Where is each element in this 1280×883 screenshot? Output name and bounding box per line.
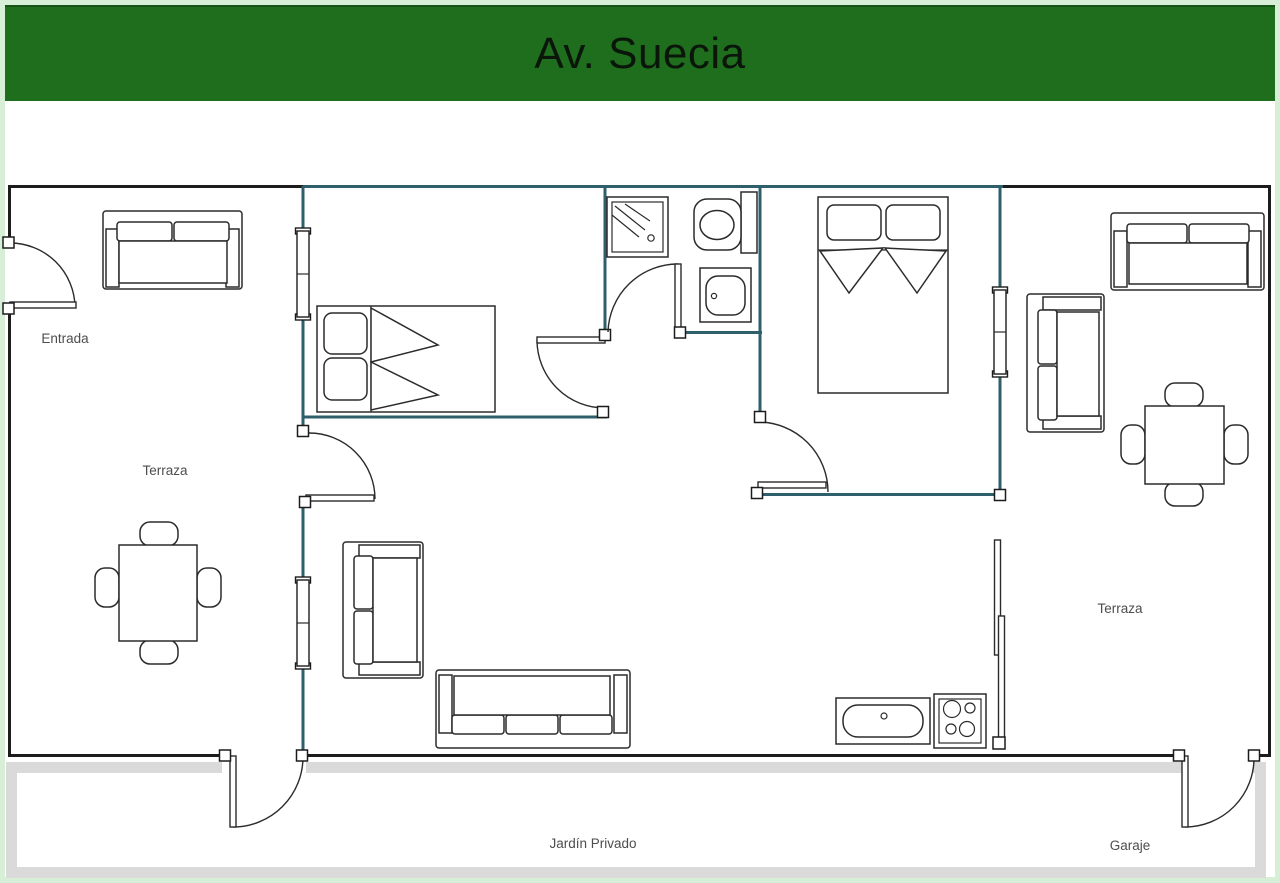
label-entrada: Entrada xyxy=(41,331,89,346)
terrace-living-door xyxy=(298,426,376,508)
stove-icon xyxy=(934,694,986,748)
entrada-door xyxy=(3,237,76,314)
shower-icon xyxy=(607,197,668,257)
label-terraza-left: Terraza xyxy=(142,463,188,478)
label-terraza-right: Terraza xyxy=(1097,601,1143,616)
bedroom2-door xyxy=(752,412,829,499)
bathroom-door xyxy=(608,264,686,338)
label-garaje: Garaje xyxy=(1109,838,1151,853)
dining-table-left xyxy=(95,522,221,664)
dining-table-right xyxy=(1121,383,1248,506)
bathtub-icon xyxy=(836,698,930,744)
garden-door xyxy=(220,750,308,827)
page-title: Av. Suecia xyxy=(534,29,746,78)
window-living xyxy=(296,577,311,669)
garage-door xyxy=(1174,750,1260,827)
bedroom1-door xyxy=(537,330,611,418)
sofa-entrada xyxy=(103,211,242,289)
bed-bedroom2 xyxy=(818,197,948,393)
wall-corner-marker xyxy=(995,490,1006,501)
label-jardin: Jardín Privado xyxy=(549,836,637,851)
sofa-terrace-top xyxy=(1111,213,1264,290)
toilet-icon xyxy=(694,192,757,253)
window-bedroom1 xyxy=(296,228,311,320)
garden-area xyxy=(6,762,1266,878)
sofa-living-vertical xyxy=(343,542,423,678)
sink-icon xyxy=(700,268,751,322)
sliding-door-icon xyxy=(993,540,1005,749)
sofa-living-large xyxy=(436,670,630,748)
bed-bedroom1 xyxy=(317,306,495,412)
window-bedroom2 xyxy=(993,287,1008,377)
sofa-terrace-vertical xyxy=(1027,294,1104,432)
